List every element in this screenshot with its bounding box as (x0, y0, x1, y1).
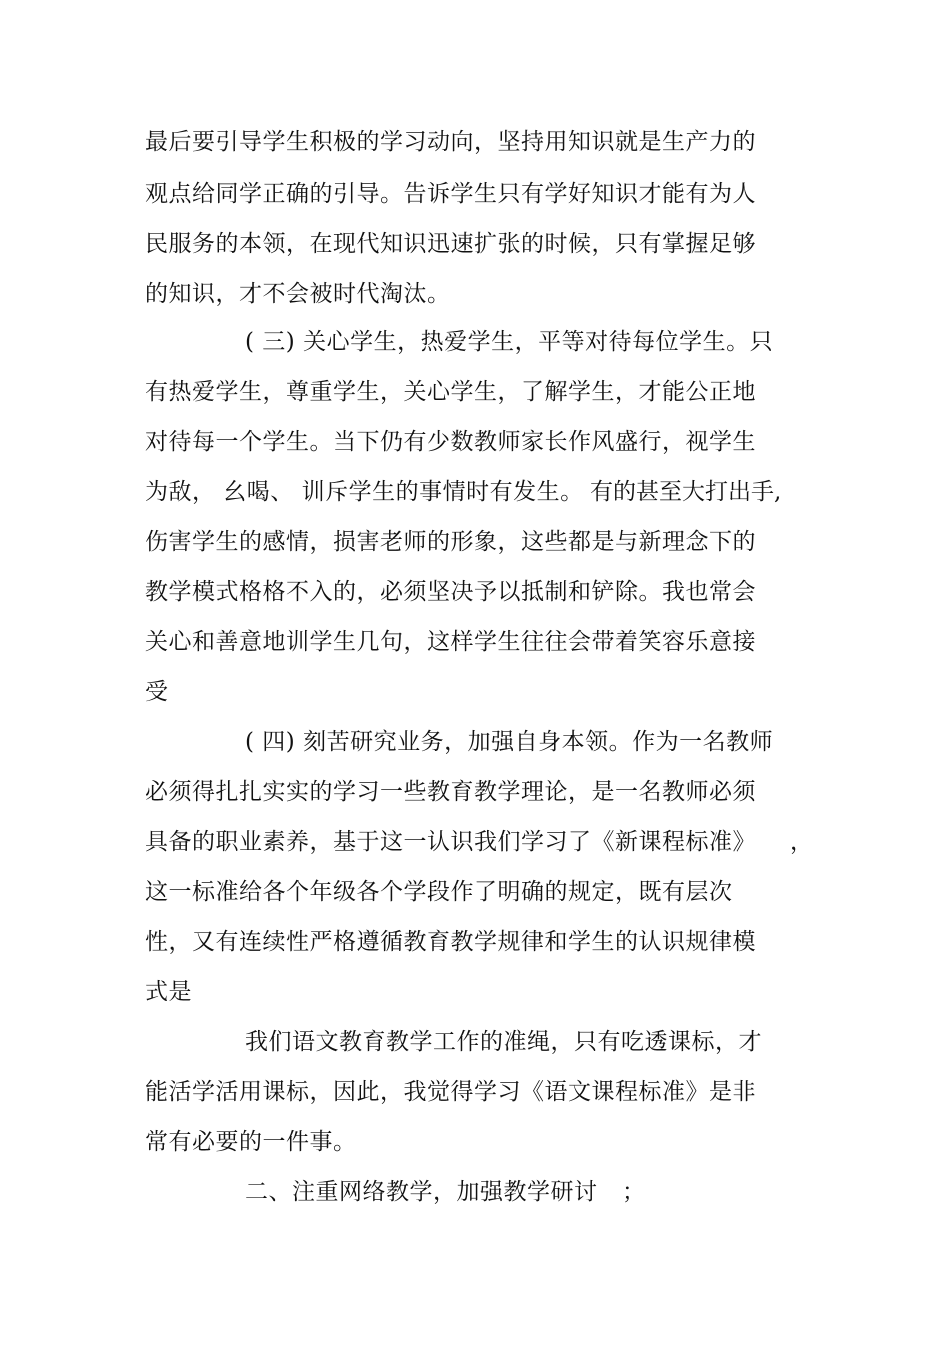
section-heading: 二、注重网络教学，加强教学研讨 (245, 1179, 598, 1205)
paragraph-line: ( 三) 关心学生，热爱学生，平等对待每位学生。只 (245, 329, 774, 355)
paragraph-line: 民服务的本领，在现代知识迅速扩张的时候，只有掌握足够 (145, 231, 756, 257)
paragraph-line: 具备的职业素养，基于这一认识我们学习了《新课程标准》 (145, 829, 756, 855)
paragraph-line: 伤害学生的感情，损害老师的形象，这些都是与新理念下的 (145, 529, 756, 555)
paragraph-line: 有热爱学生，尊重学生，关心学生，了解学生，才能公正地 (145, 379, 756, 405)
paragraph-line: 式是 (145, 979, 192, 1005)
paragraph-line: 关心和善意地训学生几句，这样学生往往会带着笑容乐意接 (145, 629, 756, 655)
paragraph-line: 为敌， 幺喝、 训斥学生的事情时有发生。 (145, 479, 584, 505)
paragraph-line: 这一标准给各个年级各个学段作了明确的规定，既有层次 (145, 879, 733, 905)
paragraph-line: 对待每一个学生。当下仍有少数教师家长作风盛行，视学生 (145, 429, 756, 455)
paragraph-line: 最后要引导学生积极的学习动向，坚持用知识就是生产力的 (145, 129, 756, 155)
paragraph-line: 性，又有连续性严格遵循教育教学规律和学生的认识规律模 (145, 929, 756, 955)
paragraph-line-tail: 有的甚至大打出手, (590, 479, 782, 505)
paragraph-line: 必须得扎扎实实的学习一些教育教学理论，是一名教师必须 (145, 779, 756, 805)
paragraph-line: 观点给同学正确的引导。告诉学生只有学好知识才能有为人 (145, 181, 756, 207)
paragraph-line: 我们语文教育教学工作的准绳，只有吃透课标，才 (245, 1029, 762, 1055)
paragraph-line-tail: ， (790, 829, 813, 855)
paragraph-line: 能活学活用课标，因此，我觉得学习《语文课程标准》是非 (145, 1079, 756, 1105)
section-heading-tail: ； (622, 1179, 645, 1205)
paragraph-line: 的知识，才不会被时代淘汰。 (145, 281, 451, 307)
paragraph-line: 教学模式格格不入的，必须坚决予以抵制和铲除。我也常会 (145, 579, 756, 605)
paragraph-line: ( 四) 刻苦研究业务，加强自身本领。作为一名教师 (245, 729, 774, 755)
paragraph-line: 常有必要的一件事。 (145, 1129, 357, 1155)
paragraph-line: 受 (145, 679, 169, 705)
